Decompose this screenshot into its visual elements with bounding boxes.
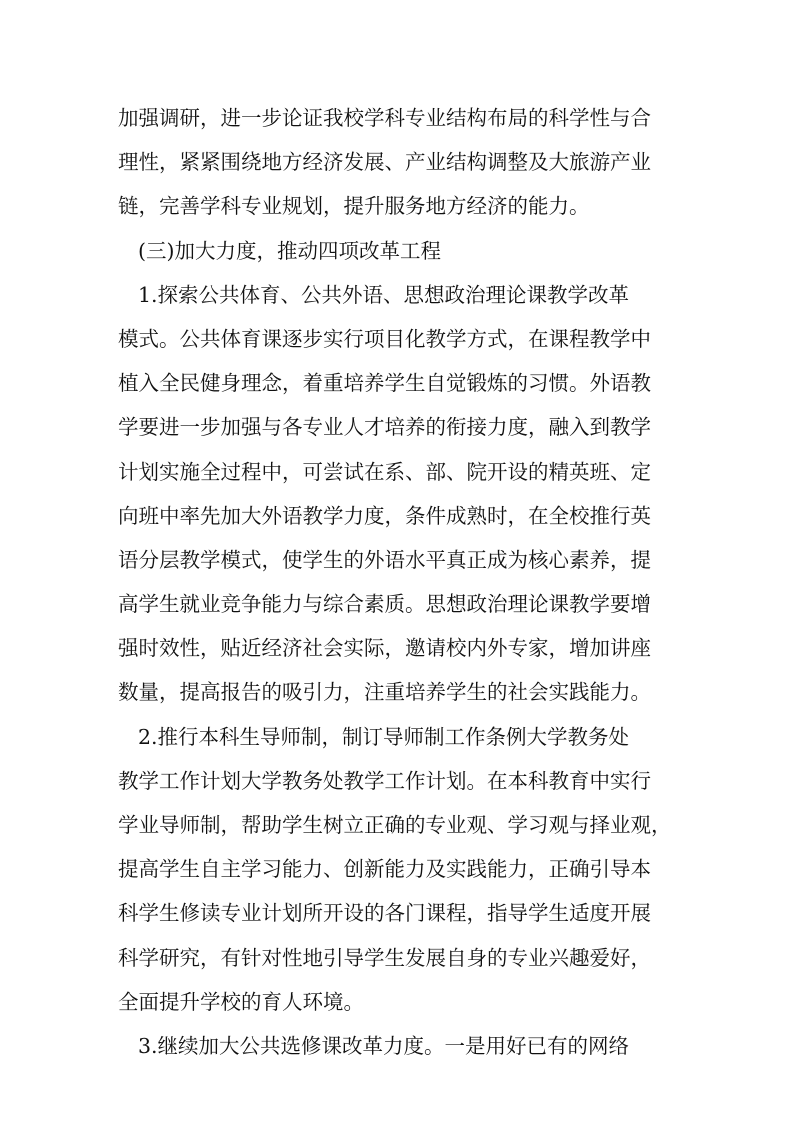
text-line: 教学工作计划大学教务处教学工作计划。在本科教育中实行: [118, 768, 651, 793]
text-line: 向班中率先加大外语教学力度，条件成熟时，在全校推行英: [118, 503, 651, 528]
paragraph-start: 1.探索公共体育、公共外语、思想政治理论课教学改革: [138, 282, 630, 307]
text-line: 强时效性，贴近经济社会实际，邀请校内外专家，增加讲座: [118, 636, 651, 661]
paragraph-start: 2.推行本科生导师制，制订导师制工作条例大学教务处: [138, 724, 630, 749]
text-line: 语分层教学模式，使学生的外语水平真正成为核心素养，提: [118, 547, 651, 572]
text-line: 数量，提高报告的吸引力，注重培养学生的社会实践能力。: [118, 680, 651, 705]
text-line: 科学生修读专业计划所开设的各门课程，指导学生适度开展: [118, 901, 651, 926]
text-line: 植入全民健身理念，着重培养学生自觉锻炼的习惯。外语教: [118, 371, 651, 396]
text-line: 学业导师制，帮助学生树立正确的专业观、学习观与择业观，: [118, 813, 672, 837]
text-line: 加强调研，进一步论证我校学科专业结构布局的科学性与合: [118, 106, 651, 130]
text-line: 计划实施全过程中，可尝试在系、部、院开设的精英班、定: [118, 459, 651, 484]
body-text: [118, 96, 688, 1068]
text-line: 模式。公共体育课逐步实行项目化教学方式，在课程教学中: [118, 326, 651, 351]
text-line: 提高学生自主学习能力、创新能力及实践能力，正确引导本: [118, 857, 651, 882]
section-heading: (三)加大力度，推动四项改革工程: [138, 238, 441, 263]
paragraph-start: 3.继续加大公共选修课改革力度。一是用好已有的网络: [138, 1033, 630, 1058]
text-line: 全面提升学校的育人环境。: [118, 989, 364, 1014]
text-line: 学要进一步加强与各专业人才培养的衔接力度，融入到教学: [118, 415, 651, 440]
text-line: 链，完善学科专业规划，提升服务地方经济的能力。: [118, 194, 590, 219]
text-line: 科学研究，有针对性地引导学生发展自身的专业兴趣爱好，: [118, 945, 651, 970]
text-line: 高学生就业竞争能力与综合素质。思想政治理论课教学要增: [118, 592, 651, 617]
text-line: 理性，紧紧围绕地方经济发展、产业结构调整及大旅游产业: [118, 150, 651, 175]
